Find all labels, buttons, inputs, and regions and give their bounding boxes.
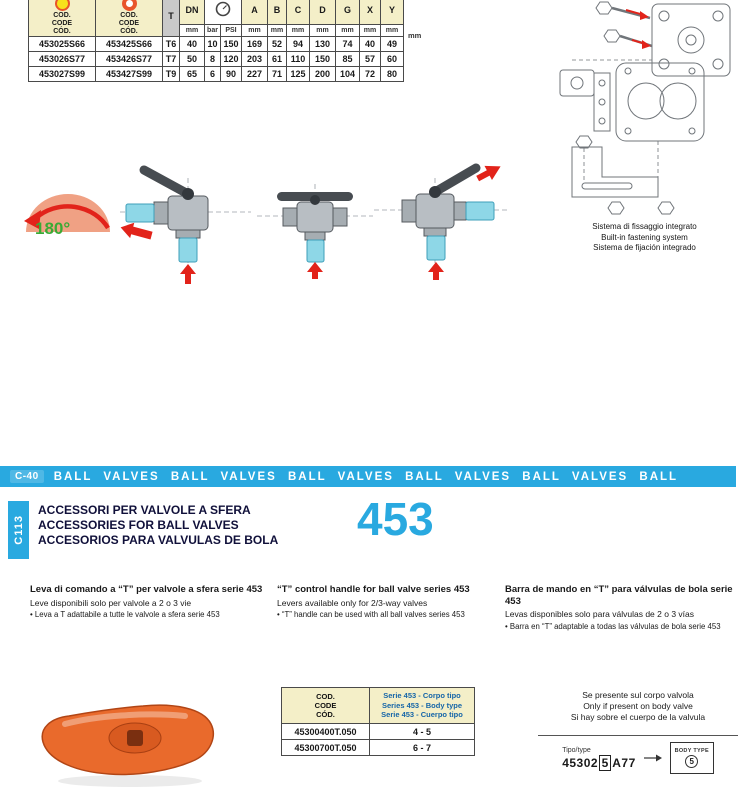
table-row bbox=[282, 740, 475, 756]
table-cell: 74 bbox=[336, 37, 360, 52]
column-header-g: G bbox=[336, 0, 360, 25]
valve-code bbox=[562, 756, 636, 770]
table-cell: 150 bbox=[221, 37, 242, 52]
body-type-box-value: 5 bbox=[685, 755, 698, 768]
body-type-box bbox=[670, 742, 714, 774]
column-header-c: C bbox=[287, 0, 310, 25]
unit-cell: mm bbox=[242, 25, 268, 37]
body-note-en: Only if present on body valve bbox=[583, 701, 693, 711]
unit-cell: mm bbox=[180, 25, 205, 37]
section-title-it: ACCESSORI PER VALVOLE A SFERA bbox=[38, 503, 251, 517]
table-cell: 57 bbox=[360, 52, 381, 67]
column-header-t: T bbox=[163, 0, 180, 37]
table-cell: 8 bbox=[205, 52, 221, 67]
section-title-en: ACCESSORIES FOR BALL VALVES bbox=[38, 518, 239, 532]
order-code-header bbox=[282, 688, 370, 724]
table-cell: 453026S77 bbox=[29, 52, 96, 67]
section-title-block bbox=[38, 503, 278, 548]
body-type-box-label: BODY TYPE bbox=[674, 748, 709, 754]
code-boxed-digit: 5 bbox=[599, 755, 611, 771]
table-cell: 150 bbox=[310, 52, 336, 67]
column-header-a: A bbox=[242, 0, 268, 25]
table-row bbox=[29, 52, 404, 67]
table-cell: 50 bbox=[180, 52, 205, 67]
unit-cell: mm bbox=[381, 25, 404, 37]
unit-cell: PSI bbox=[221, 25, 242, 37]
table-row bbox=[29, 37, 404, 52]
exploded-view-drawing-bottom bbox=[558, 55, 738, 217]
table-cell: 120 bbox=[221, 52, 242, 67]
table-cell: 72 bbox=[360, 67, 381, 82]
table-cell: T6 bbox=[163, 37, 180, 52]
table-cell: 45300700T.050 bbox=[282, 740, 370, 756]
code-header-line: CÓD. bbox=[53, 27, 71, 35]
orange-series-ring-icon bbox=[122, 0, 137, 11]
description-sub: Levas disponibles solo para válvulas de 2 o 3 vías bbox=[505, 609, 695, 619]
table-cell: 453425S66 bbox=[96, 37, 163, 52]
unit-cell: mm bbox=[310, 25, 336, 37]
code-column-header-2 bbox=[96, 0, 163, 37]
column-header-dn: DN bbox=[180, 0, 205, 25]
description-english bbox=[277, 584, 482, 620]
spec-table bbox=[28, 0, 404, 82]
fastening-caption bbox=[552, 222, 737, 254]
column-header-x: X bbox=[360, 0, 381, 25]
yellow-series-dot-icon bbox=[55, 0, 70, 11]
code-header-line: COD. bbox=[53, 11, 71, 19]
description-lead: Barra de mando en “T” para válvulas de bola serie 453 bbox=[505, 584, 733, 607]
table-cell: 71 bbox=[268, 67, 287, 82]
table-cell: 200 bbox=[310, 67, 336, 82]
fastening-caption-it: Sistema di fissaggio integrato bbox=[592, 222, 697, 231]
table-cell: T9 bbox=[163, 67, 180, 82]
table-cell: 169 bbox=[242, 37, 268, 52]
pointer-arrow-icon bbox=[644, 753, 662, 763]
body-note-it: Se presente sul corpo valvola bbox=[582, 690, 694, 700]
order-body-type-header-line: Series 453 - Body type bbox=[381, 700, 463, 710]
description-bullet: • “T” handle can be used with all ball valves series 453 bbox=[277, 610, 465, 619]
table-cell: 453027S99 bbox=[29, 67, 96, 82]
table-cell: 4 - 5 bbox=[370, 724, 475, 740]
table-cell: 6 bbox=[205, 67, 221, 82]
body-note-block bbox=[538, 690, 738, 774]
column-header-y: Y bbox=[381, 0, 404, 25]
table-cell: 10 bbox=[205, 37, 221, 52]
code-header-line: CODE bbox=[51, 19, 73, 27]
valve-illustration-1 bbox=[118, 150, 253, 285]
unit-cell: mm bbox=[268, 25, 287, 37]
order-table bbox=[281, 687, 475, 756]
table-cell: 45300400T.050 bbox=[282, 724, 370, 740]
column-header-d: D bbox=[310, 0, 336, 25]
type-label: Tipo/type bbox=[562, 746, 591, 754]
side-tab-c113 bbox=[8, 501, 29, 559]
description-bullet: • Barra en “T” adaptable a todas las válvulas de bola serie 453 bbox=[505, 621, 721, 631]
description-sub: Leve disponibili solo per valvole a 2 o 3 vie bbox=[30, 597, 192, 608]
side-tab-label: C113 bbox=[12, 515, 25, 545]
table-cell: 110 bbox=[287, 52, 310, 67]
valve-illustration-2 bbox=[255, 158, 375, 280]
table-cell: 52 bbox=[268, 37, 287, 52]
type-indicator bbox=[538, 735, 738, 774]
order-body-type-header bbox=[370, 688, 475, 724]
t-handle-photo bbox=[25, 690, 230, 790]
rotation-180-indicator bbox=[20, 188, 120, 253]
unit-cell: mm bbox=[360, 25, 381, 37]
table-cell: 85 bbox=[336, 52, 360, 67]
table-cell: 61 bbox=[268, 52, 287, 67]
table-cell: 227 bbox=[242, 67, 268, 82]
banner-page-code: C-40 bbox=[10, 470, 44, 483]
order-body-type-header-line: Serie 453 - Corpo tipo bbox=[383, 691, 461, 701]
table-row bbox=[282, 724, 475, 740]
fastening-caption-en: Built-in fastening system bbox=[601, 232, 688, 242]
table-cell: 40 bbox=[360, 37, 381, 52]
unit-cell: mm bbox=[336, 25, 360, 37]
table-cell: 40 bbox=[180, 37, 205, 52]
series-number: 453 bbox=[357, 493, 434, 545]
order-code-header-line: CÓD. bbox=[316, 710, 335, 719]
pressure-column-header bbox=[205, 0, 242, 25]
code-header-line: CÓD. bbox=[120, 27, 138, 35]
table-cell: 130 bbox=[310, 37, 336, 52]
table-cell: 453427S99 bbox=[96, 67, 163, 82]
column-header-b: B bbox=[268, 0, 287, 25]
table-cell: 49 bbox=[381, 37, 404, 52]
table-cell: 65 bbox=[180, 67, 205, 82]
banner-title: BALL VALVES BALL VALVES BALL VALVES BALL VALVES BALL VALVES BALL bbox=[53, 470, 679, 483]
description-lead: Leva di comando a “T” per valvole a sfera serie 453 bbox=[30, 584, 263, 595]
fastening-caption-es: Sistema de fijación integrado bbox=[593, 243, 696, 252]
table-cell: 453025S66 bbox=[29, 37, 96, 52]
table-cell: 80 bbox=[381, 67, 404, 82]
body-note-es: Si hay sobre el cuerpo de la valvula bbox=[570, 712, 706, 722]
table-cell: 125 bbox=[287, 67, 310, 82]
section-title-es: ACCESORIOS PARA VALVULAS DE BOLA bbox=[38, 533, 279, 547]
order-code-header-line: CODE bbox=[314, 701, 337, 710]
extra-unit-label: mm bbox=[408, 31, 422, 40]
code-header-line: COD. bbox=[120, 11, 138, 19]
rotation-angle-label: 180° bbox=[35, 219, 71, 238]
table-cell: 90 bbox=[221, 67, 242, 82]
pressure-gauge-icon bbox=[215, 1, 231, 17]
table-cell: 60 bbox=[381, 52, 404, 67]
table-cell: 94 bbox=[287, 37, 310, 52]
unit-cell: mm bbox=[287, 25, 310, 37]
code-column-header-1 bbox=[29, 0, 96, 37]
description-italian bbox=[30, 584, 265, 620]
table-cell: T7 bbox=[163, 52, 180, 67]
type-code-block bbox=[562, 747, 636, 770]
code-header-line: CODE bbox=[118, 19, 140, 27]
valve-illustration-3 bbox=[372, 150, 512, 282]
order-code-header-line: COD. bbox=[316, 692, 335, 701]
table-cell: 104 bbox=[336, 67, 360, 82]
unit-cell: bar bbox=[205, 25, 221, 37]
description-spanish bbox=[505, 584, 737, 631]
body-note-lines bbox=[538, 690, 738, 723]
table-cell: 203 bbox=[242, 52, 268, 67]
table-cell: 6 - 7 bbox=[370, 740, 475, 756]
code-prefix: 45302 bbox=[562, 755, 599, 770]
description-sub: Levers available only for 2/3-way valves bbox=[277, 597, 428, 608]
code-suffix: A77 bbox=[612, 755, 636, 770]
table-cell: 453426S77 bbox=[96, 52, 163, 67]
description-lead: “T” control handle for ball valve series 453 bbox=[277, 584, 470, 595]
order-body-type-header-line: Serie 453 - Cuerpo tipo bbox=[381, 710, 463, 720]
section-banner bbox=[0, 466, 736, 487]
table-row bbox=[29, 67, 404, 82]
description-bullet: • Leva a T adattabile a tutte le valvole a sfera serie 453 bbox=[30, 610, 220, 619]
